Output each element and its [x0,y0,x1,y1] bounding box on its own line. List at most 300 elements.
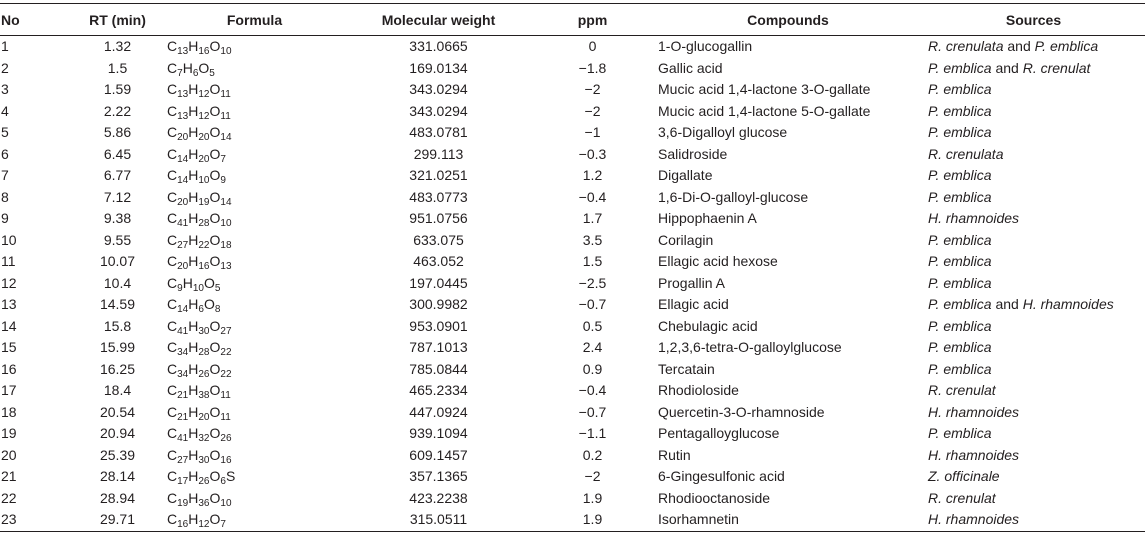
cell-molecular-weight: 951.0756 [409,210,468,227]
cell-molecular-weight: 787.1013 [409,339,468,356]
cell-formula [163,165,346,187]
table-row [0,251,1145,273]
formula-element: C [167,81,178,98]
formula-element: O [209,124,221,141]
cell-formula [163,294,346,316]
cell-no: 19 [1,425,17,442]
cell-compound: Rhodiooctanoside [658,489,771,506]
formula-count: 20 [177,261,189,273]
formula-element: O [209,253,221,270]
cell-sources [922,79,1145,101]
cell-sources [922,165,1145,187]
cell-no: 15 [1,339,17,356]
formula-element: H [188,188,199,205]
header-no: No [0,4,72,36]
formula-count: 26 [198,368,210,380]
formula-element: H [188,102,199,119]
cell-rt: 9.55 [103,231,132,248]
formula-element: C [167,59,178,76]
source-species: P. emblica [928,231,992,248]
formula-element: C [167,253,178,270]
cell-molecular-weight: 785.0844 [409,360,468,377]
formula-count: 14 [220,132,232,144]
formula-count: 30 [198,454,210,466]
formula-element: C [167,446,178,463]
source-species: P. emblica [928,253,992,270]
formula-element: O [209,489,221,506]
formula-element: O [209,145,221,162]
formula-count: 14 [177,304,189,316]
table-row [0,144,1145,166]
formula-element: H [188,511,199,528]
cell-sources [922,144,1145,166]
cell-rt: 20.54 [99,403,136,420]
cell-rt: 29.71 [72,509,163,531]
cell-formula [163,488,346,510]
cell-no: 5 [1,124,9,141]
formula-element: C [167,188,178,205]
formula-count: 14 [220,196,232,208]
cell-sources [922,488,1145,510]
cell-sources [922,466,1145,488]
formula-element: O [209,210,221,227]
cell-sources [922,445,1145,467]
cell-rt: 10.4 [103,274,132,291]
cell-rt: 28.14 [99,468,136,485]
formula-element: O [198,59,210,76]
cell-ppm: 0.9 [582,360,603,377]
formula-element: C [167,102,178,119]
formula-element: C [167,317,178,334]
cell-rt: 1.32 [103,38,132,55]
formula-count: 13 [177,89,189,101]
formula-element: H [188,360,199,377]
formula-element: O [209,81,221,98]
formula-count: 38 [198,390,210,402]
formula-element: C [167,167,178,184]
formula-element: H [188,446,199,463]
cell-sources [922,230,1145,252]
cell-no: 13 [1,296,17,313]
formula-count: 27 [220,325,232,337]
cell-molecular-weight: 483.0781 [409,124,468,141]
formula-element: H [188,167,199,184]
source-species: P. emblica [928,425,992,442]
formula-element: S [225,468,236,485]
cell-rt: 20.94 [99,425,136,442]
table-row [0,58,1145,80]
formula-count: 10 [220,218,232,230]
formula-element: O [209,360,221,377]
cell-formula [163,122,346,144]
cell-sources [922,359,1145,381]
formula-element: C [167,124,178,141]
formula-element: O [209,339,221,356]
source-conjunction: and [991,296,1023,313]
cell-molecular-weight: 315.0511 [346,509,531,531]
table-row [0,122,1145,144]
formula-count: 11 [220,390,231,402]
cell-ppm: −0.3 [578,145,607,162]
cell-sources [922,402,1145,424]
formula-element: C [167,231,178,248]
cell-compound: Mucic acid 1,4-lactone 3-O-gallate [658,81,871,98]
header-molecular-weight: Molecular weight [346,4,531,36]
cell-molecular-weight: 169.0134 [409,59,468,76]
formula-count: 9 [220,175,226,187]
cell-sources [922,208,1145,230]
source-species: P. emblica [928,124,992,141]
formula-element: C [167,38,178,55]
formula-count: 7 [177,67,183,79]
formula-count: 5 [209,67,215,79]
table-row [0,208,1145,230]
formula-count: 11 [220,411,231,423]
formula-element: O [209,446,221,463]
cell-no: 12 [1,274,17,291]
formula-count: 21 [177,411,189,423]
formula-count: 8 [214,304,221,316]
cell-ppm: 0.5 [582,317,603,334]
cell-molecular-weight: 343.0294 [409,102,468,119]
formula-element: C [167,210,178,227]
formula-count: 36 [198,497,210,509]
cell-compound: Rutin [658,446,691,463]
cell-ppm: −2 [584,102,601,119]
formula-count: 41 [177,433,189,445]
formula-count: 16 [198,46,210,58]
source-species: Z. officinale [928,468,1000,485]
formula-count: 12 [198,110,210,122]
cell-no: 7 [1,167,9,184]
cell-compound: 1,6-Di-O-galloyl-glucose [658,188,809,205]
cell-molecular-weight: 463.052 [413,253,464,270]
cell-compound: 1-O-glucogallin [658,38,753,55]
table-row [0,230,1145,252]
cell-sources [922,316,1145,338]
table-row [0,466,1145,488]
formula-count: 32 [198,433,210,445]
source-species: P. emblica [928,317,992,334]
cell-formula [163,36,346,58]
formula-count: 20 [198,132,210,144]
cell-no: 18 [1,403,17,420]
table-row [0,337,1145,359]
formula-element: O [209,382,221,399]
source-species: P. emblica [928,102,992,119]
formula-count: 12 [198,519,210,531]
formula-element: H [188,81,199,98]
formula-count: 28 [198,347,210,359]
cell-no: 6 [1,145,9,162]
cell-no: 10 [1,231,17,248]
cell-rt: 7.12 [103,188,132,205]
source-species: P. emblica [928,81,992,98]
source-species: R. crenulat [1022,59,1091,76]
formula-count: 34 [177,368,189,380]
formula-element: C [167,468,178,485]
cell-ppm: 1.9 [531,509,654,531]
cell-formula [163,144,346,166]
cell-formula [163,273,346,295]
cell-rt: 25.39 [99,446,136,463]
cell-sources [922,187,1145,209]
cell-molecular-weight: 300.9982 [409,296,468,313]
formula-count: 9 [177,282,183,294]
formula-count: 22 [198,239,210,251]
table-row [0,273,1145,295]
cell-formula [163,402,346,424]
formula-count: 13 [177,110,189,122]
formula-count: 12 [198,89,210,101]
formula-element: H [188,124,199,141]
cell-compound: Gallic acid [658,59,723,76]
cell-molecular-weight: 357.1365 [409,468,468,485]
formula-count: 11 [220,89,231,101]
cell-rt: 1.5 [107,59,128,76]
formula-element: H [188,425,199,442]
table-row [0,445,1145,467]
formula-count: 20 [198,153,210,165]
formula-count: 10 [220,46,232,58]
formula-count: 14 [177,175,189,187]
source-species: P. emblica [928,339,992,356]
cell-formula [163,79,346,101]
table-row [0,359,1145,381]
cell-formula [163,208,346,230]
table-row [0,423,1145,445]
table-row [0,380,1145,402]
formula-element: H [188,403,199,420]
cell-compound: Quercetin-3-O-rhamnoside [658,403,825,420]
cell-formula [163,251,346,273]
source-species: H. rhamnoides [928,210,1020,227]
formula-count: 13 [177,46,189,58]
formula-element: C [167,511,178,528]
formula-element: H [188,382,199,399]
formula-count: 14 [177,153,189,165]
cell-rt: 15.8 [103,317,132,334]
cell-compound: Progallin A [658,274,725,291]
cell-rt: 1.59 [103,81,132,98]
source-species: P. emblica [928,188,992,205]
formula-count: 18 [220,239,232,251]
formula-count: 41 [177,218,189,230]
cell-ppm: −2 [584,468,601,485]
cell-sources [922,509,1145,531]
formula-element: C [167,403,178,420]
formula-count: 10 [198,175,210,187]
table-row [0,165,1145,187]
cell-formula [163,58,346,80]
cell-no: 21 [1,468,17,485]
source-species: R. crenulata [928,38,1004,55]
formula-element: H [182,274,193,291]
formula-element: H [188,210,199,227]
cell-ppm: 0 [588,38,597,55]
header-ppm: ppm [531,4,654,36]
cell-ppm: −1 [584,124,601,141]
cell-rt: 2.22 [103,102,132,119]
header-rt: RT (min) [72,4,163,36]
cell-sources [922,294,1145,316]
cell-rt: 9.38 [103,210,132,227]
formula-element: C [167,382,178,399]
cell-compound: Isorhamnetin [654,509,922,531]
formula-element: O [209,425,221,442]
cell-ppm: −0.4 [578,382,607,399]
formula-count: 22 [220,347,232,359]
cell-rt: 28.94 [99,489,136,506]
formula-element: H [188,489,199,506]
cell-no: 11 [1,253,16,270]
cell-no: 3 [1,81,9,98]
cell-ppm: 1.5 [582,253,603,270]
header-formula: Formula [163,4,346,36]
cell-sources [922,337,1145,359]
source-species: H. rhamnoides [928,403,1020,420]
cell-sources [922,273,1145,295]
cell-compound: Tercatain [658,360,715,377]
cell-compound: 1,2,3,6-tetra-O-galloylglucose [658,339,842,356]
cell-ppm: −2.5 [578,274,607,291]
formula-count: 6 [220,476,226,488]
cell-formula [163,187,346,209]
source-species: H. rhamnoides [928,511,1020,528]
formula-element: O [203,296,215,313]
cell-formula [163,101,346,123]
formula-count: 7 [220,519,226,531]
formula-element: C [167,274,178,291]
table-row [0,36,1145,58]
cell-ppm: 1.7 [582,210,603,227]
cell-compound: Rhodioloside [658,382,739,399]
formula-count: 6 [192,67,199,79]
cell-molecular-weight: 299.113 [413,145,464,162]
cell-ppm: 0.2 [582,446,603,463]
table-row [0,101,1145,123]
formula-element: H [188,253,199,270]
table-row [0,509,1145,531]
cell-no: 9 [1,210,9,227]
cell-formula [163,230,346,252]
cell-rt: 6.45 [103,145,132,162]
formula-element: C [167,360,178,377]
table-body [0,36,1145,532]
cell-ppm: 3.5 [582,231,603,248]
formula-element: H [188,339,199,356]
cell-sources [922,251,1145,273]
cell-sources [922,122,1145,144]
cell-compound: Pentagalloyglucose [658,425,780,442]
cell-compound: 6-Gingesulfonic acid [658,468,785,485]
cell-no: 4 [1,102,9,119]
cell-ppm: −0.7 [578,296,607,313]
formula-element: H [188,468,199,485]
formula-count: 19 [177,497,189,509]
cell-no: 1 [1,38,9,55]
cell-formula [163,466,346,488]
cell-compound: Mucic acid 1,4-lactone 5-O-gallate [658,102,871,119]
cell-compound: Digallate [658,167,713,184]
formula-element: C [167,425,178,442]
cell-ppm: −2 [584,81,601,98]
cell-molecular-weight: 939.1094 [409,425,468,442]
formula-count: 10 [220,497,232,509]
cell-formula [163,316,346,338]
formula-count: 7 [220,153,226,165]
cell-no: 16 [1,360,17,377]
formula-element: O [209,231,221,248]
formula-element: C [167,339,178,356]
formula-count: 20 [198,411,210,423]
formula-count: 41 [177,325,189,337]
cell-molecular-weight: 953.0901 [409,317,468,334]
cell-molecular-weight: 483.0773 [409,188,468,205]
source-species: P. emblica [928,360,992,377]
source-conjunction: and [991,59,1023,76]
table-row [0,294,1145,316]
formula-element: C [167,489,178,506]
formula-element: O [209,188,221,205]
formula-count: 5 [214,282,221,294]
cell-compound: Hippophaenin A [658,210,757,227]
table-row [0,488,1145,510]
source-species: P. emblica [928,167,992,184]
cell-no: 14 [1,317,17,334]
cell-molecular-weight: 465.2334 [409,382,468,399]
formula-count: 13 [220,261,232,273]
source-species: P. emblica [928,274,992,291]
cell-formula [163,337,346,359]
cell-sources [922,423,1145,445]
formula-count: 16 [177,519,189,531]
cell-ppm: −0.4 [578,188,607,205]
cell-molecular-weight: 331.0665 [409,38,468,55]
cell-molecular-weight: 633.075 [413,231,464,248]
cell-rt: 15.99 [99,339,136,356]
cell-molecular-weight: 343.0294 [409,81,468,98]
cell-formula [163,359,346,381]
formula-element: O [209,167,221,184]
header-sources: Sources [922,4,1145,36]
formula-count: 16 [220,454,232,466]
formula-count: 20 [177,196,189,208]
formula-element: O [209,511,221,528]
source-species: P. emblica [928,59,992,76]
table-row [0,187,1145,209]
formula-element: O [209,317,221,334]
cell-sources [922,58,1145,80]
source-species: P. emblica [1034,38,1099,55]
formula-element: H [188,317,199,334]
cell-compound: Ellagic acid [658,296,729,313]
source-species: R. crenulat [928,489,996,506]
table-row [0,79,1145,101]
cell-rt: 18.4 [103,382,132,399]
cell-no: 8 [1,188,9,205]
cell-sources [922,36,1145,58]
cell-rt: 10.07 [99,253,136,270]
compound-table [0,3,1145,532]
table-header [0,4,1145,36]
formula-element: C [167,145,178,162]
formula-count: 11 [220,110,231,122]
cell-ppm: −0.7 [578,403,607,420]
cell-compound: Corilagin [658,231,714,248]
formula-element: H [188,38,199,55]
cell-ppm: 1.9 [582,489,603,506]
